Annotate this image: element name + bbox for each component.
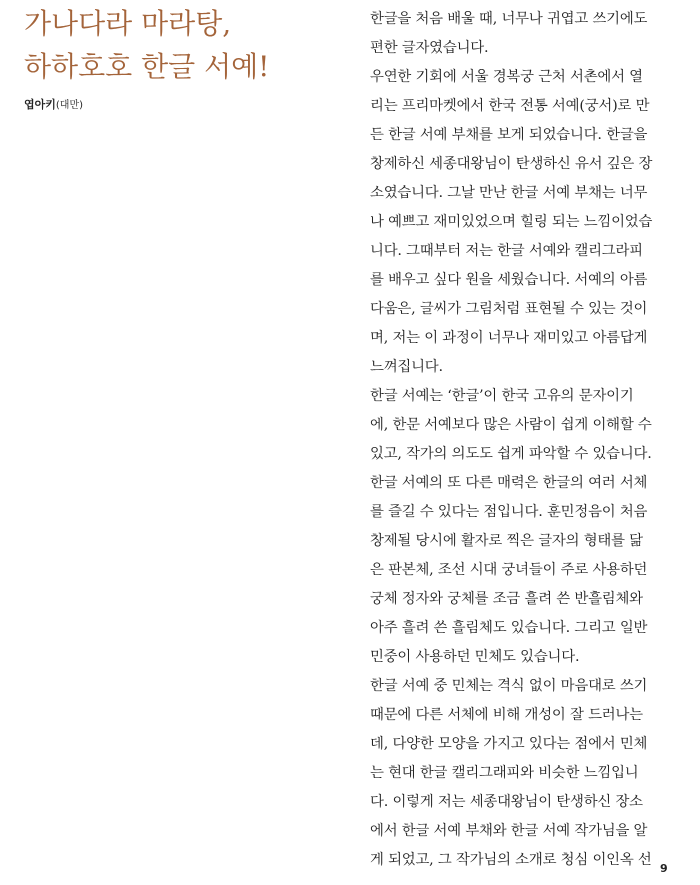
text-line: 때문에 다른 서체에 비해 개성이 잘 드러나는	[370, 707, 643, 723]
text-line: 소였습니다. 그날 만난 한글 서예 부채는 너무	[370, 185, 648, 201]
text-line: 느껴집니다.	[370, 359, 443, 375]
text-line: 아주 흘려 쓴 흘림체도 있습니다. 그리고 일반	[370, 620, 648, 636]
text-line: 편한 글자였습니다.	[370, 40, 489, 56]
text-line: 다움은, 글씨가 그림처럼 표현될 수 있는 것이	[370, 301, 648, 317]
text-line: 한글 서예는 ‘한글’이 한국 고유의 문자이기	[370, 388, 634, 404]
text-line: 한글을 처음 배울 때, 너무나 귀엽고 쓰기에도	[370, 11, 648, 27]
text-line: 를 즐길 수 있다는 점입니다. 훈민정음이 처음	[370, 504, 648, 520]
paragraph	[370, 5, 666, 63]
text-line: 다. 이렇게 저는 세종대왕님이 탄생하신 장소	[370, 794, 643, 810]
text-line: 든 한글 서예 부채를 보게 되었습니다. 한글을	[370, 127, 648, 143]
text-line: 에, 한문 서예보다 많은 사람이 쉽게 이해할 수	[370, 417, 652, 433]
text-line: 있고, 작가의 의도도 쉽게 파악할 수 있습니다.	[370, 446, 652, 462]
text-line: 한글 서예 중 민체는 격식 없이 마음대로 쓰기	[370, 678, 648, 694]
author-country: (대만)	[55, 100, 84, 111]
text-line: 니다. 그때부터 저는 한글 서예와 캘리그라피	[370, 243, 643, 259]
article-body	[370, 5, 666, 875]
text-line: 한글 서예의 또 다른 매력은 한글의 여러 서체	[370, 475, 648, 491]
text-line: 민중이 사용하던 민체도 있습니다.	[370, 649, 580, 665]
author-byline	[24, 96, 83, 112]
author-name: 엽아키	[24, 98, 56, 111]
title-line-2: 하하호호 한글 서예!	[24, 50, 270, 83]
text-line: 를 배우고 싶다 원을 세웠습니다. 서예의 아름	[370, 272, 648, 288]
paragraph	[370, 382, 666, 672]
page-number: 9	[660, 862, 668, 875]
text-line: 창제하신 세종대왕님이 탄생하신 유서 깊은 장	[370, 156, 653, 172]
text-line: 데, 다양한 모양을 가지고 있다는 점에서 민체	[370, 736, 648, 752]
text-line: 에서 한글 서예 부채와 한글 서예 작가님을 알	[370, 823, 648, 839]
paragraph	[370, 63, 666, 382]
text-line: 우연한 기회에 서울 경복궁 근처 서촌에서 열	[370, 69, 643, 85]
text-line: 게 되었고, 그 작가님의 소개로 청심 이인옥 선	[370, 852, 652, 868]
article-title	[24, 2, 324, 88]
text-line: 궁체 정자와 궁체를 조금 흘려 쓴 반흘림체와	[370, 591, 643, 607]
text-line: 은 판본체, 조선 시대 궁녀들이 주로 사용하던	[370, 562, 648, 578]
text-line: 는 현대 한글 캘리그래피와 비슷한 느낌입니	[370, 765, 639, 781]
text-line: 리는 프리마켓에서 한국 전통 서예(궁서)로 만	[370, 98, 650, 114]
paragraph	[370, 672, 666, 875]
text-line: 며, 저는 이 과정이 너무나 재미있고 아름답게	[370, 330, 648, 346]
text-line: 창제될 당시에 활자로 찍은 글자의 형태를 닮	[370, 533, 643, 549]
text-line: 나 예쁘고 재미있었으며 힐링 되는 느낌이었습	[370, 214, 653, 230]
title-line-1: 가나다라 마라탕,	[24, 7, 232, 40]
